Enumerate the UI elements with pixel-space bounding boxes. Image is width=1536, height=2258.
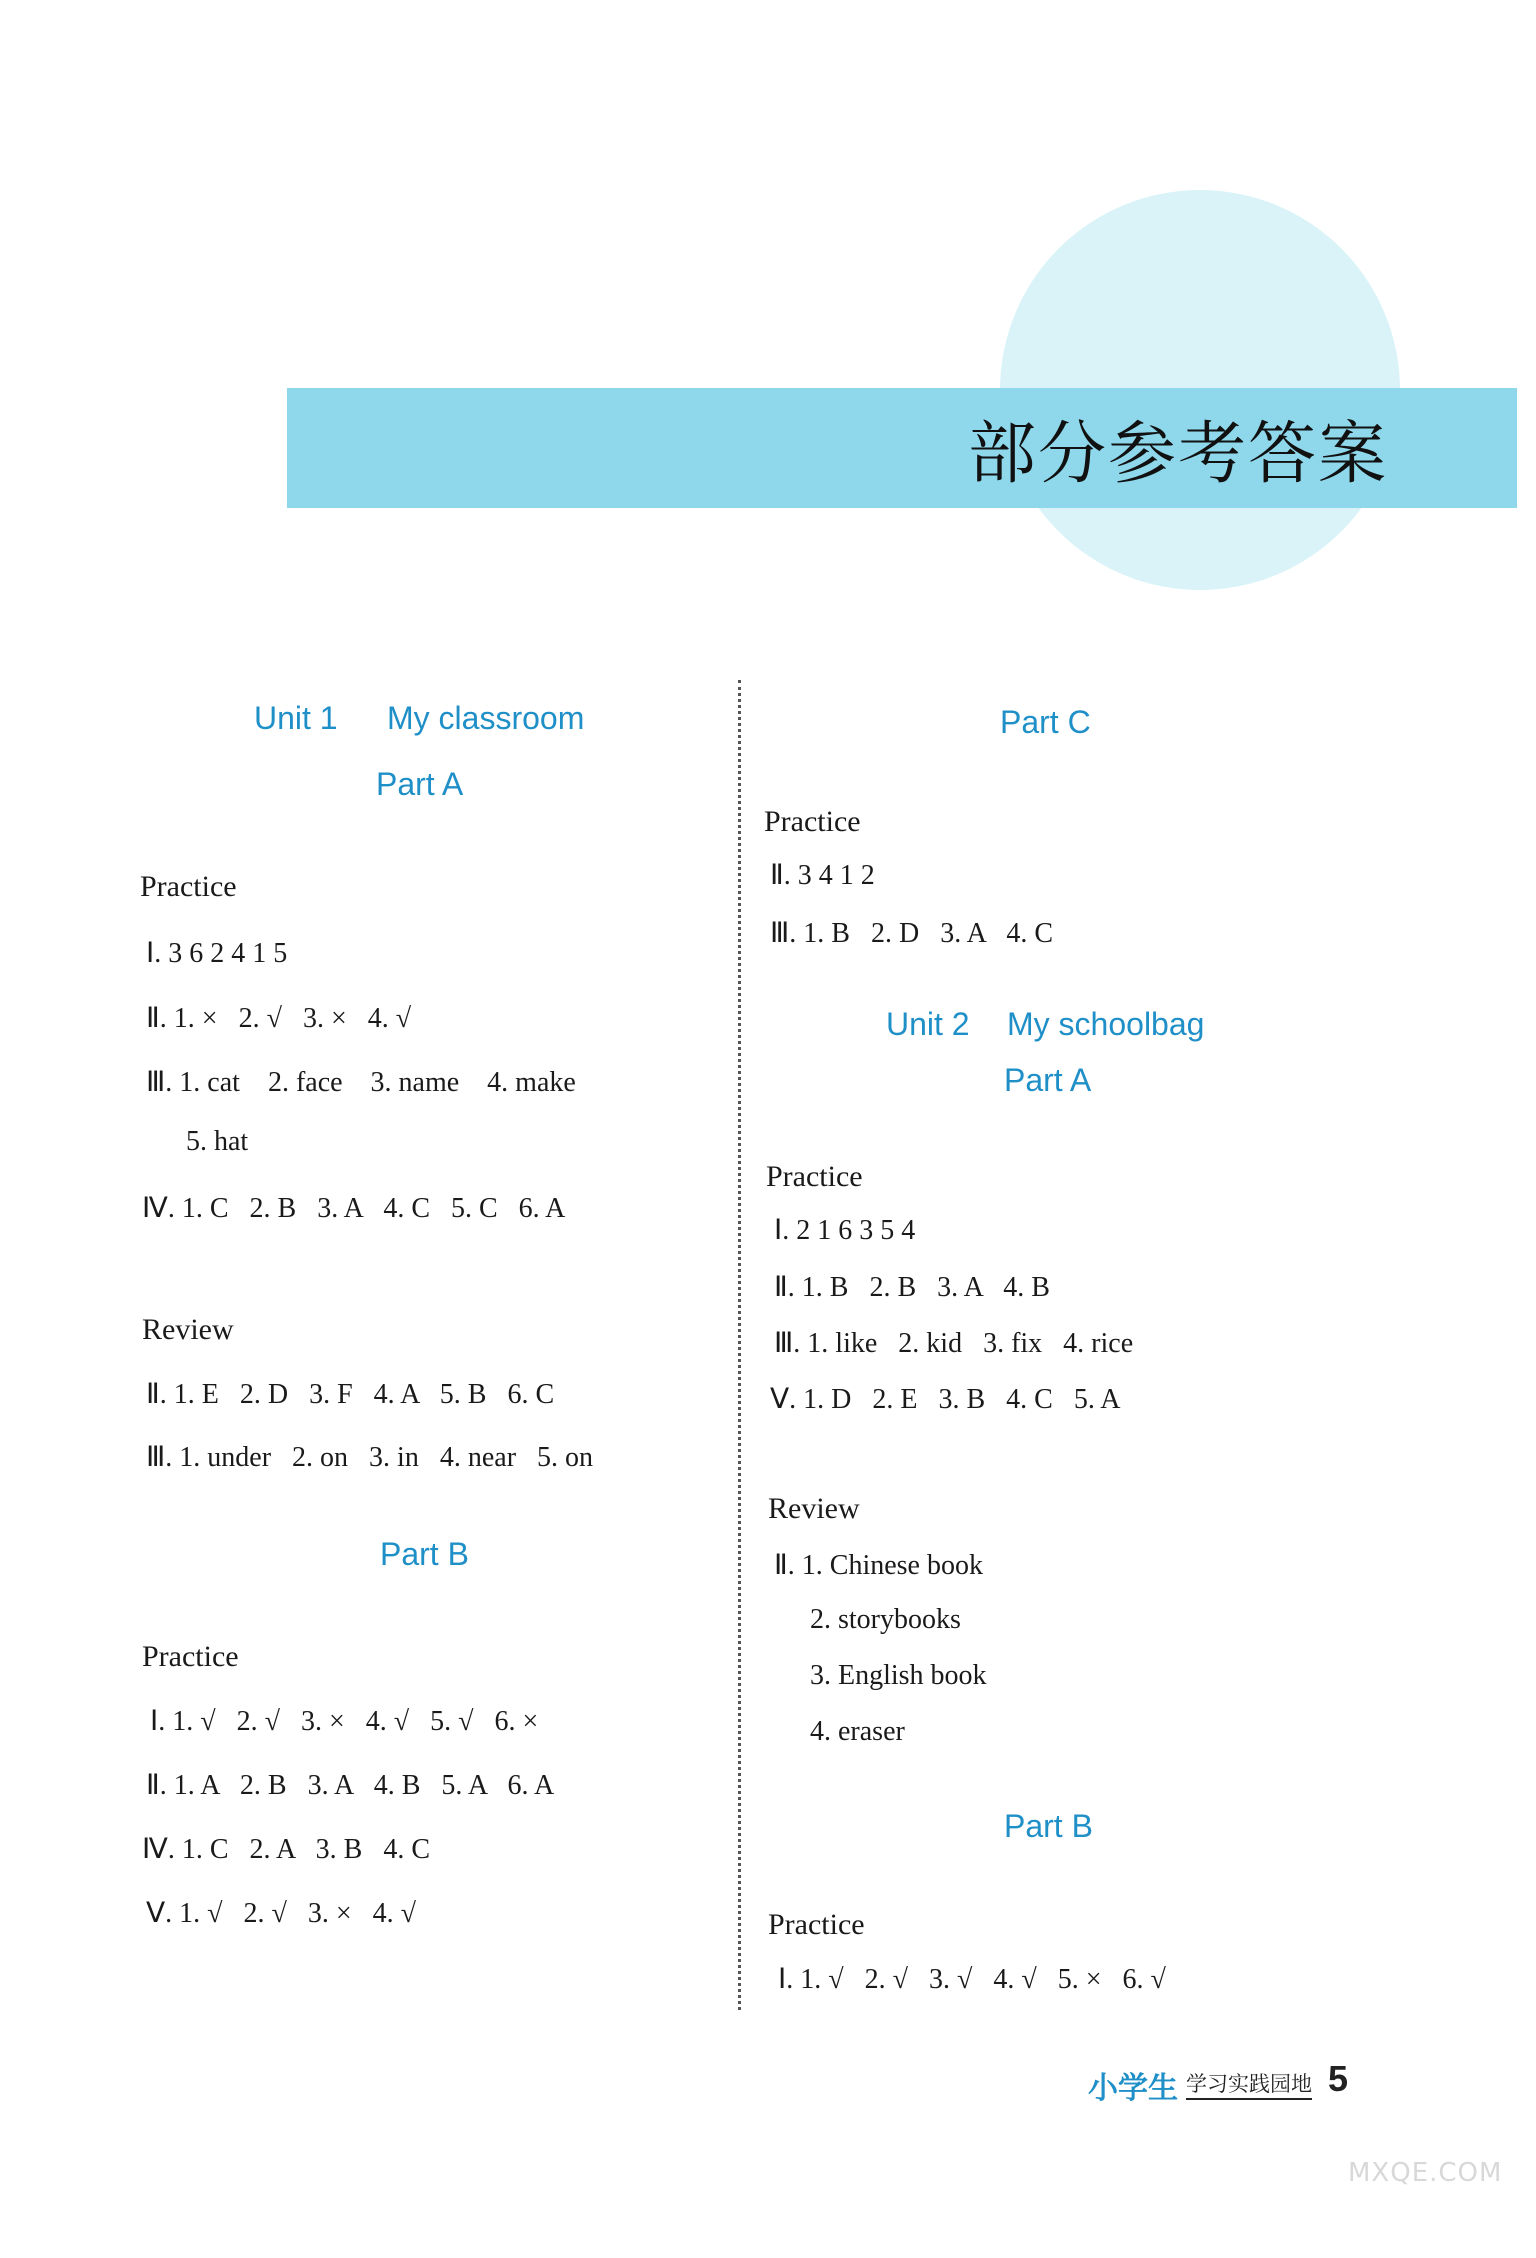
left-practice-a-label: Practice <box>140 870 237 903</box>
answer-line: 3. English book <box>810 1660 987 1691</box>
unit2-title: My schoolbag <box>1007 1006 1205 1042</box>
answer-line: Ⅲ. 1. B 2. D 3. A 4. C <box>770 918 1054 949</box>
answer-line: 2. storybooks <box>810 1604 961 1635</box>
answer-line: Ⅲ. 1. under 2. on 3. in 4. near 5. on <box>146 1442 594 1473</box>
brand-tagline: 学习实践园地 <box>1186 2068 1312 2100</box>
answer-line: Ⅱ. 3 4 1 2 <box>770 860 875 891</box>
answer-line: 5. hat <box>186 1126 249 1157</box>
unit1-title: My classroom <box>387 700 585 736</box>
answer-line: Ⅰ. 1. √ 2. √ 3. √ 4. √ 5. × 6. √ <box>778 1964 1166 1995</box>
answer-line: Ⅱ. 1. A 2. B 3. A 4. B 5. A 6. A <box>146 1770 555 1801</box>
answer-line: Ⅱ. 1. E 2. D 3. F 4. A 5. B 6. C <box>146 1379 555 1410</box>
column-divider <box>738 680 741 2010</box>
answer-line: Ⅰ. 1. √ 2. √ 3. × 4. √ 5. √ 6. × <box>150 1706 539 1737</box>
answer-line: Ⅱ. 1. × 2. √ 3. × 4. √ <box>146 1003 412 1034</box>
right-practice-c-label: Practice <box>764 805 861 838</box>
right-review-label: Review <box>768 1492 860 1525</box>
answer-line: Ⅴ. 1. D 2. E 3. B 4. C 5. A <box>770 1384 1121 1415</box>
right-part-a-heading: Part A <box>1004 1062 1092 1098</box>
page-title: 部分参考答案 <box>968 415 1389 494</box>
left-review-label: Review <box>142 1313 234 1346</box>
right-practice-a-label: Practice <box>766 1160 863 1193</box>
answer-line: 4. eraser <box>810 1716 905 1747</box>
unit1-number: Unit 1 <box>254 700 338 736</box>
left-part-a-heading: Part A <box>376 766 464 802</box>
left-part-b-heading: Part B <box>380 1536 469 1572</box>
answer-line: Ⅱ. 1. Chinese book <box>774 1550 983 1581</box>
left-practice-b-label: Practice <box>142 1640 239 1673</box>
answer-line: Ⅰ. 3 6 2 4 1 5 <box>146 938 288 969</box>
unit2-number: Unit 2 <box>886 1006 970 1042</box>
page-number: 5 <box>1328 2058 1349 2099</box>
watermark: MXQE.COM <box>1348 2158 1503 2188</box>
brand-logo: 小学生 <box>1088 2071 1178 2106</box>
answer-line: Ⅴ. 1. √ 2. √ 3. × 4. √ <box>146 1898 417 1929</box>
answer-line: Ⅱ. 1. B 2. B 3. A 4. B <box>774 1272 1050 1303</box>
right-practice-b-label: Practice <box>768 1908 865 1941</box>
right-part-c-heading: Part C <box>1000 704 1091 740</box>
answer-line: Ⅳ. 1. C 2. A 3. B 4. C <box>142 1834 430 1865</box>
answer-line: Ⅳ. 1. C 2. B 3. A 4. C 5. C 6. A <box>142 1193 566 1224</box>
answer-line: Ⅲ. 1. like 2. kid 3. fix 4. rice <box>774 1328 1134 1359</box>
answer-line: Ⅲ. 1. cat 2. face 3. name 4. make <box>146 1067 576 1098</box>
answer-line: Ⅰ. 2 1 6 3 5 4 <box>774 1215 916 1246</box>
right-part-b-heading: Part B <box>1004 1808 1093 1844</box>
